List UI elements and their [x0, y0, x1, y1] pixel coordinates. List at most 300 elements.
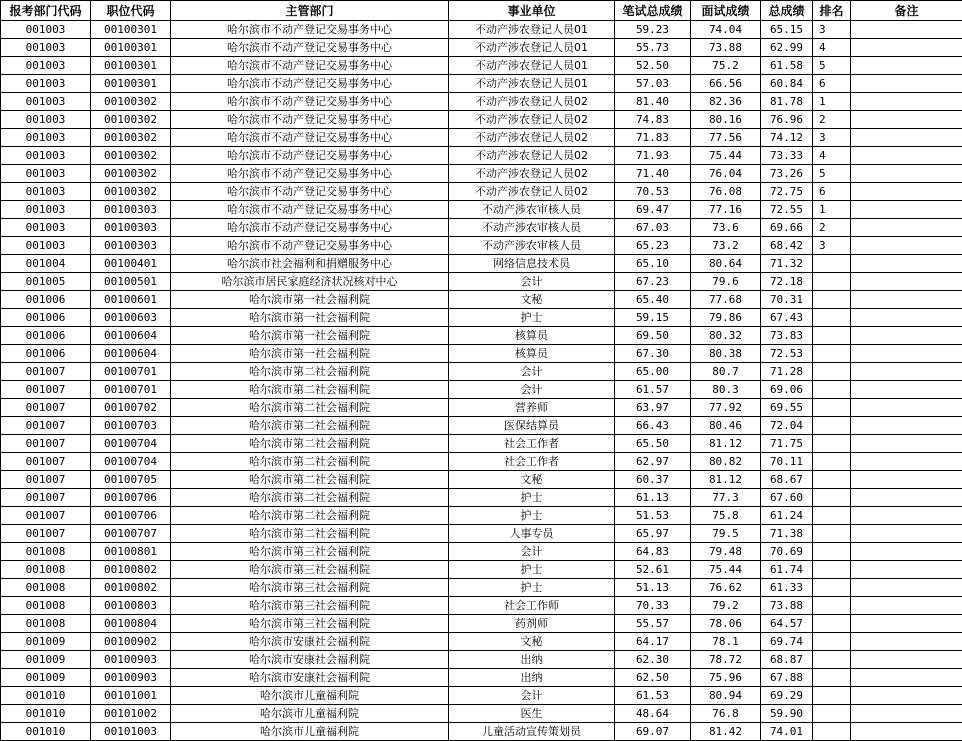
cell-institution: 护士 [449, 579, 615, 597]
cell-rank [813, 651, 851, 669]
cell-total-score: 59.90 [761, 705, 813, 723]
cell-position-code: 00100604 [91, 327, 171, 345]
cell-dept-code: 001003 [1, 165, 91, 183]
cell-dept-code: 001009 [1, 633, 91, 651]
cell-dept-code: 001007 [1, 399, 91, 417]
cell-rank [813, 561, 851, 579]
cell-remarks [851, 669, 962, 687]
cell-rank [813, 327, 851, 345]
header-supervising-dept: 主管部门 [171, 1, 449, 21]
cell-institution: 社会工作师 [449, 597, 615, 615]
cell-position-code: 00100302 [91, 93, 171, 111]
cell-total-score: 65.15 [761, 21, 813, 39]
cell-supervising-dept: 哈尔滨市第二社会福利院 [171, 471, 449, 489]
cell-written-score: 64.83 [615, 543, 691, 561]
cell-written-score: 69.50 [615, 327, 691, 345]
cell-total-score: 71.32 [761, 255, 813, 273]
cell-rank [813, 723, 851, 741]
cell-rank: 5 [813, 57, 851, 75]
cell-institution: 会计 [449, 363, 615, 381]
cell-institution: 会计 [449, 273, 615, 291]
cell-remarks [851, 147, 962, 165]
cell-supervising-dept: 哈尔滨市居民家庭经济状况核对中心 [171, 273, 449, 291]
cell-rank [813, 309, 851, 327]
cell-dept-code: 001003 [1, 201, 91, 219]
cell-remarks [851, 291, 962, 309]
cell-dept-code: 001007 [1, 525, 91, 543]
cell-interview-score: 80.16 [691, 111, 761, 129]
cell-total-score: 71.28 [761, 363, 813, 381]
cell-dept-code: 001008 [1, 579, 91, 597]
cell-written-score: 61.57 [615, 381, 691, 399]
cell-dept-code: 001007 [1, 471, 91, 489]
cell-institution: 不动产涉农审核人员 [449, 219, 615, 237]
cell-position-code: 00100903 [91, 651, 171, 669]
cell-total-score: 61.33 [761, 579, 813, 597]
cell-institution: 护士 [449, 489, 615, 507]
cell-rank [813, 615, 851, 633]
cell-rank [813, 453, 851, 471]
cell-remarks [851, 435, 962, 453]
cell-dept-code: 001008 [1, 615, 91, 633]
cell-position-code: 00100303 [91, 219, 171, 237]
cell-written-score: 65.23 [615, 237, 691, 255]
cell-position-code: 00100701 [91, 363, 171, 381]
header-remarks: 备注 [851, 1, 962, 21]
cell-position-code: 00100302 [91, 147, 171, 165]
cell-supervising-dept: 哈尔滨市第三社会福利院 [171, 561, 449, 579]
cell-total-score: 73.26 [761, 165, 813, 183]
cell-position-code: 00100601 [91, 291, 171, 309]
cell-written-score: 67.03 [615, 219, 691, 237]
cell-position-code: 00100302 [91, 183, 171, 201]
cell-rank [813, 381, 851, 399]
table-row [1, 669, 962, 687]
cell-remarks [851, 417, 962, 435]
cell-remarks [851, 21, 962, 39]
cell-institution: 不动产涉农登记人员01 [449, 57, 615, 75]
cell-institution: 不动产涉农登记人员01 [449, 39, 615, 57]
cell-written-score: 60.37 [615, 471, 691, 489]
cell-dept-code: 001003 [1, 75, 91, 93]
cell-dept-code: 001007 [1, 489, 91, 507]
cell-written-score: 65.00 [615, 363, 691, 381]
cell-dept-code: 001009 [1, 651, 91, 669]
table-row [1, 111, 962, 129]
cell-written-score: 51.53 [615, 507, 691, 525]
cell-remarks [851, 525, 962, 543]
cell-supervising-dept: 哈尔滨市不动产登记交易事务中心 [171, 147, 449, 165]
cell-institution: 不动产涉农登记人员02 [449, 147, 615, 165]
cell-rank: 1 [813, 201, 851, 219]
cell-total-score: 81.78 [761, 93, 813, 111]
cell-rank [813, 363, 851, 381]
cell-dept-code: 001007 [1, 507, 91, 525]
cell-remarks [851, 363, 962, 381]
cell-interview-score: 75.44 [691, 561, 761, 579]
cell-written-score: 63.97 [615, 399, 691, 417]
table-row [1, 309, 962, 327]
cell-dept-code: 001005 [1, 273, 91, 291]
table-row [1, 399, 962, 417]
cell-dept-code: 001006 [1, 309, 91, 327]
cell-written-score: 81.40 [615, 93, 691, 111]
cell-rank [813, 507, 851, 525]
cell-interview-score: 79.86 [691, 309, 761, 327]
cell-institution: 出纳 [449, 651, 615, 669]
cell-rank [813, 489, 851, 507]
table-row [1, 381, 962, 399]
table-row [1, 129, 962, 147]
cell-total-score: 74.12 [761, 129, 813, 147]
cell-interview-score: 76.62 [691, 579, 761, 597]
cell-written-score: 71.83 [615, 129, 691, 147]
cell-position-code: 00101001 [91, 687, 171, 705]
cell-remarks [851, 597, 962, 615]
cell-dept-code: 001008 [1, 597, 91, 615]
cell-dept-code: 001003 [1, 237, 91, 255]
cell-written-score: 62.50 [615, 669, 691, 687]
cell-rank [813, 255, 851, 273]
cell-position-code: 00100301 [91, 39, 171, 57]
header-dept-code: 报考部门代码 [1, 1, 91, 21]
cell-written-score: 62.30 [615, 651, 691, 669]
cell-total-score: 62.99 [761, 39, 813, 57]
cell-remarks [851, 165, 962, 183]
cell-institution: 护士 [449, 507, 615, 525]
cell-supervising-dept: 哈尔滨市不动产登记交易事务中心 [171, 111, 449, 129]
cell-supervising-dept: 哈尔滨市第二社会福利院 [171, 417, 449, 435]
cell-supervising-dept: 哈尔滨市不动产登记交易事务中心 [171, 93, 449, 111]
cell-position-code: 00100803 [91, 597, 171, 615]
cell-institution: 不动产涉农登记人员02 [449, 111, 615, 129]
cell-remarks [851, 111, 962, 129]
cell-supervising-dept: 哈尔滨市儿童福利院 [171, 723, 449, 741]
cell-written-score: 61.13 [615, 489, 691, 507]
cell-position-code: 00100303 [91, 237, 171, 255]
cell-written-score: 65.97 [615, 525, 691, 543]
cell-total-score: 68.87 [761, 651, 813, 669]
cell-total-score: 61.74 [761, 561, 813, 579]
cell-written-score: 55.57 [615, 615, 691, 633]
cell-written-score: 61.53 [615, 687, 691, 705]
cell-supervising-dept: 哈尔滨市安康社会福利院 [171, 651, 449, 669]
cell-total-score: 64.57 [761, 615, 813, 633]
table-row [1, 561, 962, 579]
cell-supervising-dept: 哈尔滨市不动产登记交易事务中心 [171, 183, 449, 201]
cell-total-score: 69.29 [761, 687, 813, 705]
cell-remarks [851, 561, 962, 579]
table-row [1, 705, 962, 723]
cell-supervising-dept: 哈尔滨市不动产登记交易事务中心 [171, 75, 449, 93]
cell-remarks [851, 309, 962, 327]
table-row [1, 651, 962, 669]
cell-institution: 核算员 [449, 345, 615, 363]
cell-written-score: 64.17 [615, 633, 691, 651]
cell-rank [813, 705, 851, 723]
cell-total-score: 61.24 [761, 507, 813, 525]
cell-interview-score: 77.3 [691, 489, 761, 507]
cell-position-code: 00100804 [91, 615, 171, 633]
cell-written-score: 62.97 [615, 453, 691, 471]
cell-interview-score: 78.06 [691, 615, 761, 633]
cell-total-score: 73.83 [761, 327, 813, 345]
cell-supervising-dept: 哈尔滨市不动产登记交易事务中心 [171, 21, 449, 39]
cell-supervising-dept: 哈尔滨市不动产登记交易事务中心 [171, 201, 449, 219]
cell-supervising-dept: 哈尔滨市不动产登记交易事务中心 [171, 129, 449, 147]
cell-interview-score: 78.1 [691, 633, 761, 651]
cell-rank [813, 471, 851, 489]
cell-position-code: 00100704 [91, 435, 171, 453]
cell-dept-code: 001003 [1, 21, 91, 39]
table-row [1, 489, 962, 507]
cell-total-score: 69.55 [761, 399, 813, 417]
cell-remarks [851, 489, 962, 507]
table-row [1, 507, 962, 525]
cell-rank: 6 [813, 183, 851, 201]
cell-dept-code: 001003 [1, 183, 91, 201]
table-row [1, 579, 962, 597]
cell-dept-code: 001009 [1, 669, 91, 687]
table-row [1, 471, 962, 489]
cell-institution: 核算员 [449, 327, 615, 345]
cell-interview-score: 79.48 [691, 543, 761, 561]
table-row [1, 597, 962, 615]
cell-total-score: 69.74 [761, 633, 813, 651]
cell-rank: 3 [813, 129, 851, 147]
cell-rank [813, 399, 851, 417]
cell-total-score: 72.04 [761, 417, 813, 435]
header-written-score: 笔试总成绩 [615, 1, 691, 21]
cell-dept-code: 001003 [1, 39, 91, 57]
cell-interview-score: 75.44 [691, 147, 761, 165]
cell-supervising-dept: 哈尔滨市社会福利和捐赠服务中心 [171, 255, 449, 273]
cell-institution: 儿童活动宣传策划员 [449, 723, 615, 741]
cell-remarks [851, 129, 962, 147]
cell-remarks [851, 219, 962, 237]
cell-rank [813, 273, 851, 291]
table-row [1, 219, 962, 237]
header-total-score: 总成绩 [761, 1, 813, 21]
cell-dept-code: 001003 [1, 93, 91, 111]
cell-remarks [851, 615, 962, 633]
cell-institution: 不动产涉农审核人员 [449, 237, 615, 255]
cell-interview-score: 77.68 [691, 291, 761, 309]
cell-institution: 营养师 [449, 399, 615, 417]
cell-rank: 6 [813, 75, 851, 93]
table-row [1, 75, 962, 93]
cell-interview-score: 77.56 [691, 129, 761, 147]
cell-rank [813, 345, 851, 363]
cell-supervising-dept: 哈尔滨市第三社会福利院 [171, 543, 449, 561]
cell-position-code: 00100302 [91, 165, 171, 183]
cell-supervising-dept: 哈尔滨市第二社会福利院 [171, 363, 449, 381]
cell-institution: 不动产涉农登记人员02 [449, 183, 615, 201]
cell-supervising-dept: 哈尔滨市第二社会福利院 [171, 435, 449, 453]
cell-institution: 护士 [449, 309, 615, 327]
cell-written-score: 65.50 [615, 435, 691, 453]
cell-written-score: 70.33 [615, 597, 691, 615]
cell-institution: 医生 [449, 705, 615, 723]
cell-supervising-dept: 哈尔滨市第一社会福利院 [171, 309, 449, 327]
cell-rank: 4 [813, 147, 851, 165]
cell-total-score: 72.75 [761, 183, 813, 201]
cell-dept-code: 001007 [1, 363, 91, 381]
cell-remarks [851, 75, 962, 93]
cell-interview-score: 66.56 [691, 75, 761, 93]
cell-dept-code: 001007 [1, 417, 91, 435]
cell-position-code: 00100301 [91, 75, 171, 93]
cell-written-score: 51.13 [615, 579, 691, 597]
cell-interview-score: 76.08 [691, 183, 761, 201]
cell-position-code: 00100707 [91, 525, 171, 543]
cell-position-code: 00100802 [91, 561, 171, 579]
cell-supervising-dept: 哈尔滨市第一社会福利院 [171, 291, 449, 309]
table-row [1, 39, 962, 57]
cell-rank: 2 [813, 111, 851, 129]
cell-dept-code: 001006 [1, 327, 91, 345]
cell-interview-score: 73.6 [691, 219, 761, 237]
table-row [1, 327, 962, 345]
cell-rank [813, 633, 851, 651]
cell-written-score: 69.47 [615, 201, 691, 219]
cell-total-score: 70.69 [761, 543, 813, 561]
cell-dept-code: 001003 [1, 219, 91, 237]
cell-total-score: 68.67 [761, 471, 813, 489]
cell-written-score: 67.23 [615, 273, 691, 291]
cell-interview-score: 80.46 [691, 417, 761, 435]
cell-total-score: 71.75 [761, 435, 813, 453]
cell-remarks [851, 345, 962, 363]
cell-supervising-dept: 哈尔滨市第二社会福利院 [171, 399, 449, 417]
table-row [1, 345, 962, 363]
cell-position-code: 00100302 [91, 111, 171, 129]
cell-institution: 药剂师 [449, 615, 615, 633]
cell-written-score: 57.03 [615, 75, 691, 93]
cell-written-score: 70.53 [615, 183, 691, 201]
cell-dept-code: 001004 [1, 255, 91, 273]
cell-interview-score: 80.64 [691, 255, 761, 273]
cell-institution: 护士 [449, 561, 615, 579]
table-row [1, 687, 962, 705]
cell-position-code: 00100603 [91, 309, 171, 327]
cell-supervising-dept: 哈尔滨市安康社会福利院 [171, 633, 449, 651]
cell-remarks [851, 93, 962, 111]
cell-remarks [851, 255, 962, 273]
cell-dept-code: 001003 [1, 57, 91, 75]
cell-rank: 5 [813, 165, 851, 183]
table-row [1, 615, 962, 633]
cell-institution: 不动产涉农登记人员02 [449, 129, 615, 147]
cell-position-code: 00100501 [91, 273, 171, 291]
cell-supervising-dept: 哈尔滨市第一社会福利院 [171, 345, 449, 363]
cell-position-code: 00100301 [91, 57, 171, 75]
table-row [1, 93, 962, 111]
cell-remarks [851, 507, 962, 525]
cell-rank: 2 [813, 219, 851, 237]
cell-total-score: 68.42 [761, 237, 813, 255]
cell-institution: 不动产涉农登记人员02 [449, 93, 615, 111]
cell-supervising-dept: 哈尔滨市第三社会福利院 [171, 579, 449, 597]
cell-interview-score: 73.88 [691, 39, 761, 57]
cell-interview-score: 74.04 [691, 21, 761, 39]
table-row [1, 417, 962, 435]
cell-total-score: 73.88 [761, 597, 813, 615]
cell-remarks [851, 453, 962, 471]
header-interview-score: 面试成绩 [691, 1, 761, 21]
cell-written-score: 65.10 [615, 255, 691, 273]
cell-institution: 会计 [449, 543, 615, 561]
cell-position-code: 00100704 [91, 453, 171, 471]
cell-rank [813, 687, 851, 705]
cell-institution: 文秘 [449, 633, 615, 651]
cell-remarks [851, 57, 962, 75]
cell-rank [813, 435, 851, 453]
cell-rank [813, 543, 851, 561]
cell-written-score: 55.73 [615, 39, 691, 57]
cell-total-score: 73.33 [761, 147, 813, 165]
cell-rank: 4 [813, 39, 851, 57]
cell-dept-code: 001010 [1, 705, 91, 723]
cell-position-code: 00100301 [91, 21, 171, 39]
cell-position-code: 00100703 [91, 417, 171, 435]
table-row [1, 183, 962, 201]
cell-written-score: 69.07 [615, 723, 691, 741]
cell-institution: 不动产涉农登记人员01 [449, 21, 615, 39]
cell-interview-score: 82.36 [691, 93, 761, 111]
table-row [1, 453, 962, 471]
table-row [1, 363, 962, 381]
cell-supervising-dept: 哈尔滨市第三社会福利院 [171, 597, 449, 615]
table-row [1, 435, 962, 453]
cell-dept-code: 001006 [1, 291, 91, 309]
cell-position-code: 00100902 [91, 633, 171, 651]
cell-supervising-dept: 哈尔滨市第三社会福利院 [171, 615, 449, 633]
cell-position-code: 00100701 [91, 381, 171, 399]
table-row [1, 255, 962, 273]
cell-position-code: 00100705 [91, 471, 171, 489]
cell-institution: 会计 [449, 687, 615, 705]
cell-remarks [851, 705, 962, 723]
cell-rank [813, 417, 851, 435]
cell-interview-score: 79.5 [691, 525, 761, 543]
cell-written-score: 52.61 [615, 561, 691, 579]
cell-supervising-dept: 哈尔滨市安康社会福利院 [171, 669, 449, 687]
cell-remarks [851, 471, 962, 489]
cell-position-code: 00100303 [91, 201, 171, 219]
cell-written-score: 48.64 [615, 705, 691, 723]
cell-remarks [851, 633, 962, 651]
cell-interview-score: 75.8 [691, 507, 761, 525]
cell-written-score: 74.83 [615, 111, 691, 129]
cell-remarks [851, 651, 962, 669]
table-row [1, 165, 962, 183]
cell-supervising-dept: 哈尔滨市第一社会福利院 [171, 327, 449, 345]
cell-institution: 会计 [449, 381, 615, 399]
cell-interview-score: 77.92 [691, 399, 761, 417]
cell-total-score: 74.01 [761, 723, 813, 741]
cell-interview-score: 73.2 [691, 237, 761, 255]
cell-position-code: 00100604 [91, 345, 171, 363]
cell-institution: 医保结算员 [449, 417, 615, 435]
cell-institution: 不动产涉农审核人员 [449, 201, 615, 219]
cell-institution: 网络信息技术员 [449, 255, 615, 273]
cell-position-code: 00100801 [91, 543, 171, 561]
table-row [1, 273, 962, 291]
cell-total-score: 72.53 [761, 345, 813, 363]
cell-total-score: 69.66 [761, 219, 813, 237]
cell-total-score: 70.11 [761, 453, 813, 471]
